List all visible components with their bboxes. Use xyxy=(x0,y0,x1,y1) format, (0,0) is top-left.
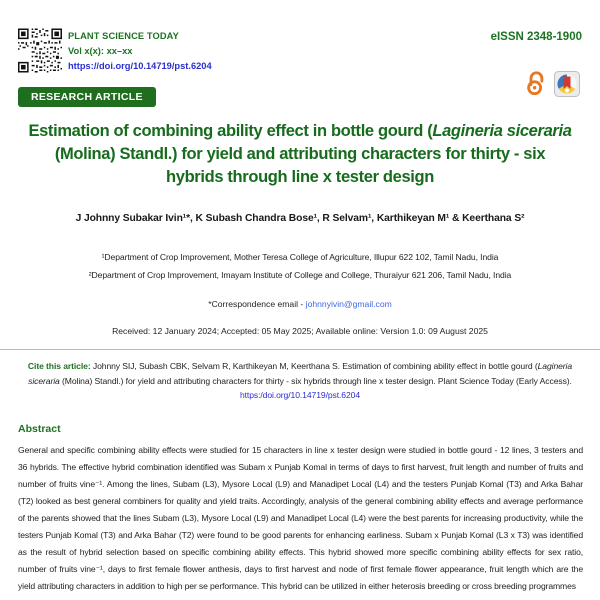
journal-name: PLANT SCIENCE TODAY xyxy=(68,31,179,41)
citation-text: Johnny SIJ, Subash CBK, Selvam R, Karthikeyan M, Keerthana S. Estimation of combining ability effect in bottle gourd ( xyxy=(92,361,538,371)
title-text: Estimation of combining ability effect in bottle gourd ( xyxy=(28,122,433,140)
citation-doi-link[interactable]: https:/doi.org/10.14719/pst.6204 xyxy=(239,390,361,400)
open-access-icon xyxy=(526,70,546,97)
abstract-text: General and specific combining ability effects were studied for 15 characters in line x tester design were studied in bottle gourd - 12 lines, 3 testers and 36 hybrids. The effective hybrid combination identified was Subam x Punjab Komal in terms of days to first harvest, fruit length and number of fruits and number of fruits vine⁻¹. Among the lines, Subam (L3), Mysore Local (L9) and Manadipet Local (L4) and the testers Punjab Komal (T3) and Arka Bahar (T2) looked as best general combiners for quality and yield traits. Accordingly, analysis of the general combining ability effects and average performance of the parents showed that the lines Subam (L3), Mysore Local (L9) and Manadipet Local (L4) were the best parents for increasing productivity, while the testers Punjab Komal (T3) and Arka Bahar (T2) were found to be good parents for enhancing earliness. Subam x Punjab Komal (L3 x T3) was identified as the result of hybrid selection based on specific combining ability effects. This hybrid showed more specific combining ability effects for sex ratio, number of fruits vine⁻¹, days to first female flower anthesis, days to first harvest and node of first female flower appearance, fruit length which are the yield attributing characters in addition to high per se performance. This hybrid can be utilized in either heterosis breeding or cross breeding programmes xyxy=(18,444,583,591)
title-species-italic: Lagineria siceraria xyxy=(432,122,572,140)
correspondence-label: *Correspondence email - xyxy=(208,299,306,309)
title-text-rest: (Molina) Standl.) for yield and attributing characters for thirty - six hybrids through line x tester design xyxy=(54,145,546,186)
authors-line: J Johnny Subakar Ivin¹*, K Subash Chandra Bose¹, R Selvam¹, Karthikeyan M¹ & Keerthana S² xyxy=(75,213,525,224)
qr-code-icon xyxy=(18,26,62,75)
check-for-updates-icon[interactable] xyxy=(554,71,580,97)
eissn-label: eISSN 2348-1900 xyxy=(490,31,582,43)
abstract-heading: Abstract xyxy=(18,422,61,435)
affiliation-2: ²Department of Crop Improvement, Imayam Institute of College and College, Thuraiyur 621 206, Tamil Nadu, India xyxy=(88,270,512,280)
volume-info: Vol x(x): xx–xx xyxy=(68,45,133,56)
citation-block xyxy=(17,359,583,403)
article-dates: Received: 12 January 2024; Accepted: 05 May 2025; Available online: Version 1.0: 09 August 2025 xyxy=(112,326,488,336)
correspondence-line xyxy=(0,299,600,309)
correspondence-email-link[interactable]: johnnyivin@gmail.com xyxy=(305,299,392,309)
header-doi-link[interactable]: https://doi.org/10.14719/pst.6204 xyxy=(68,61,212,71)
citation-text-rest: (Molina) Standl.) for yield and attributing characters for thirty - six hybrids through line x tester design. Plant Science Today (Early Access). xyxy=(59,375,572,386)
citation-species-italic: Lagineria siceraria xyxy=(28,361,573,386)
cite-label: Cite this article: xyxy=(27,361,93,371)
affiliations-block xyxy=(0,248,600,284)
article-title xyxy=(26,120,574,189)
journal-info xyxy=(68,29,212,74)
section-divider xyxy=(0,349,600,350)
research-article-badge: RESEARCH ARTICLE xyxy=(18,87,156,107)
page-header xyxy=(0,0,600,112)
affiliation-1: ¹Department of Crop Improvement, Mother Teresa College of Agriculture, Illupur 622 102, Tamil Nadu, India xyxy=(101,252,499,262)
